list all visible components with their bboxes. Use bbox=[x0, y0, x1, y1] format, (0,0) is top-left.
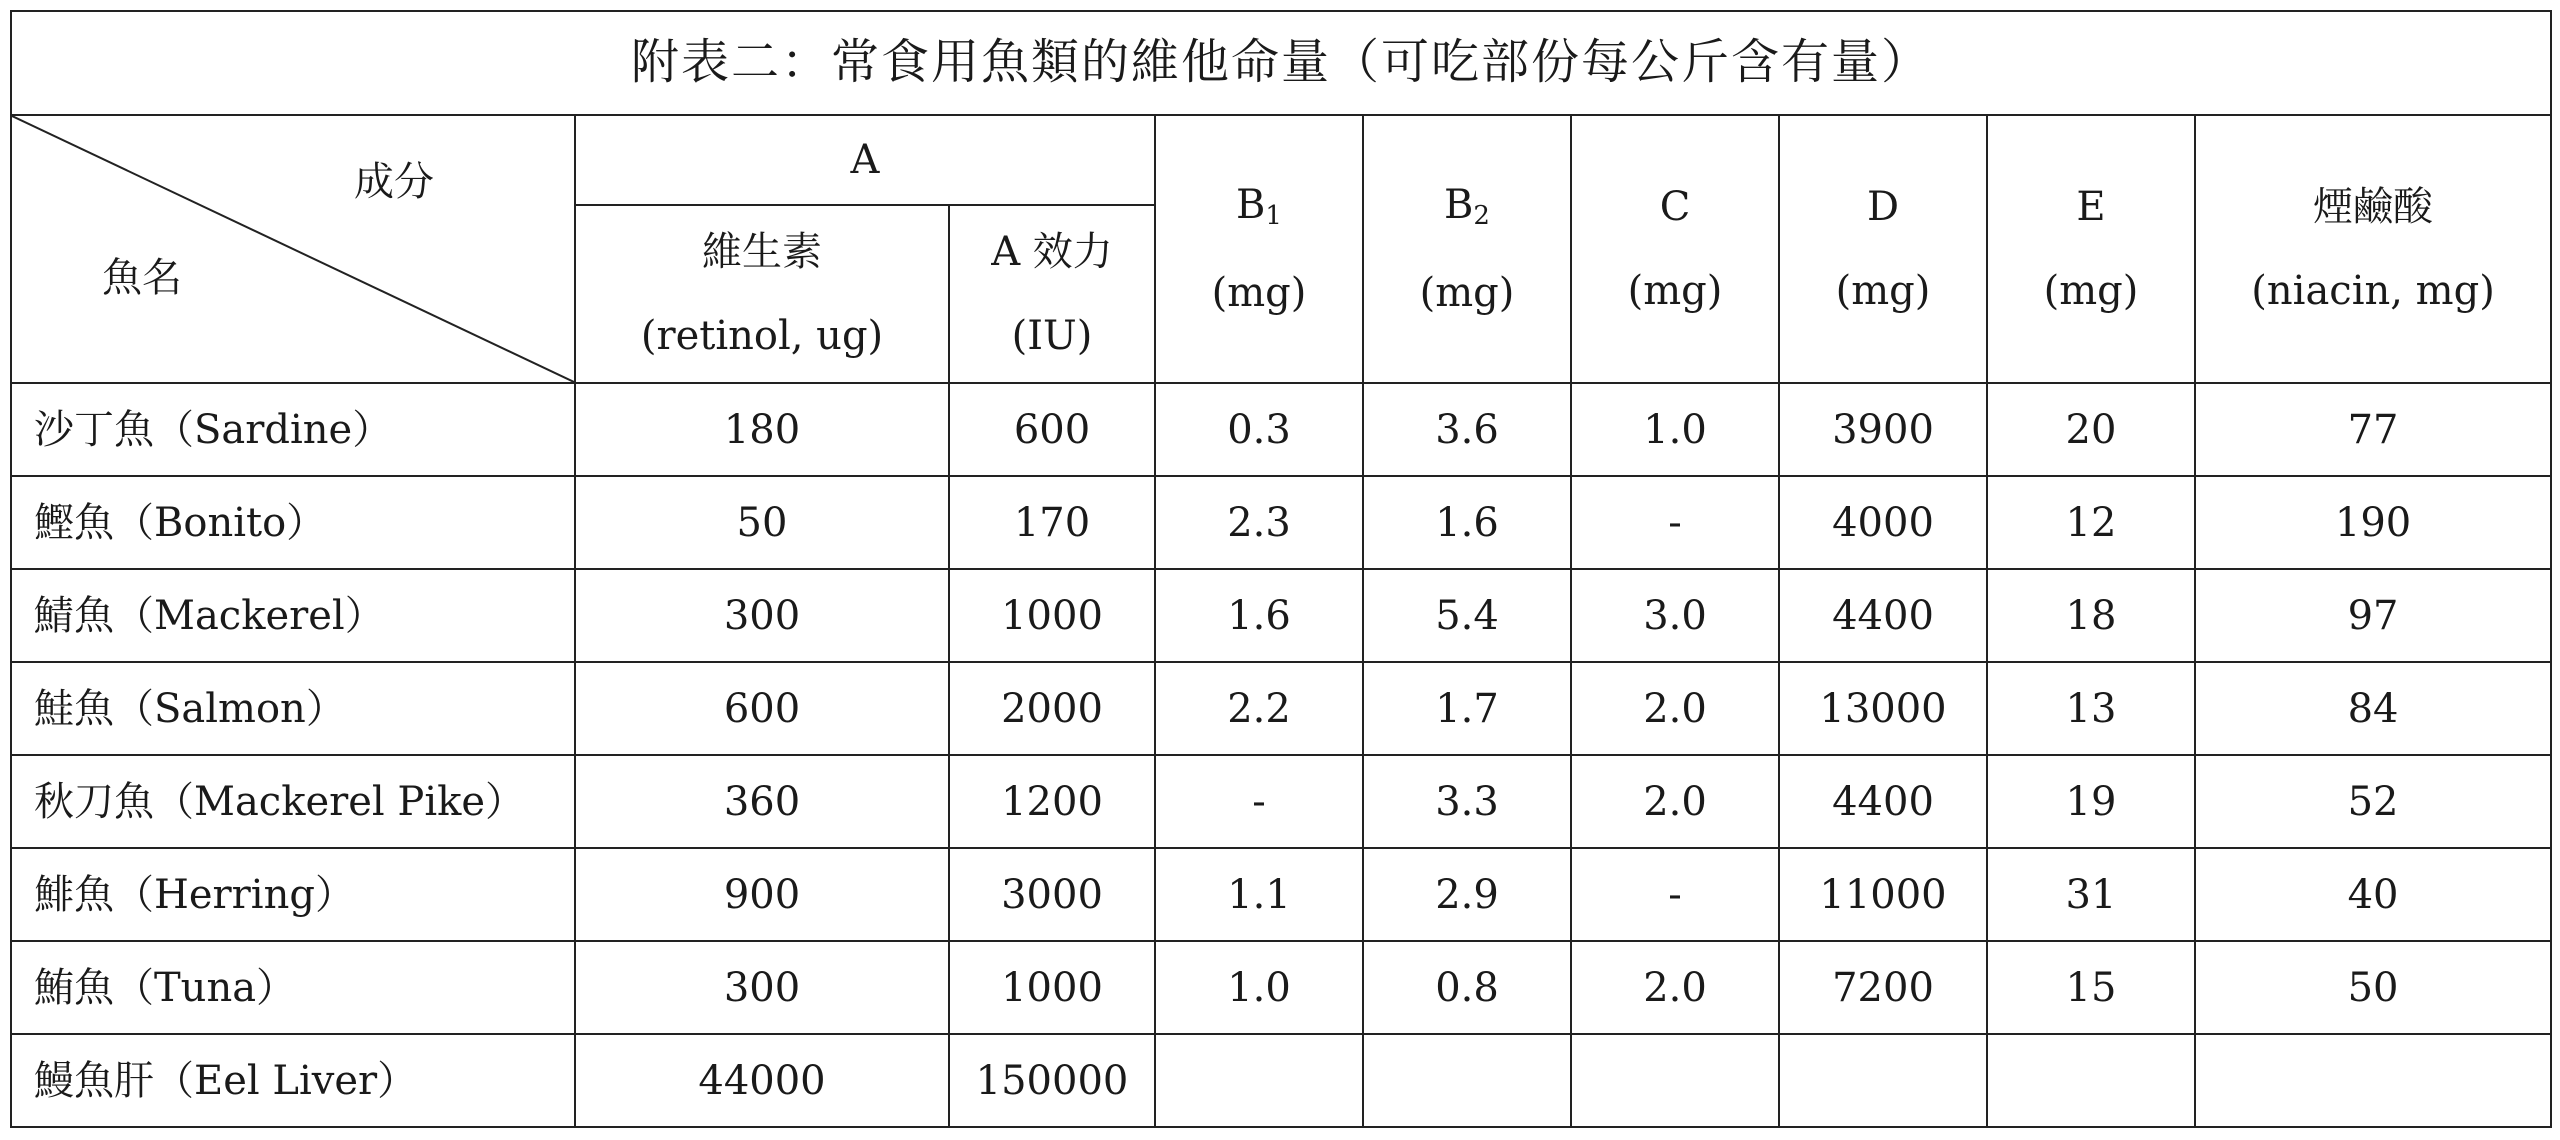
a-iu-header bbox=[949, 205, 1155, 383]
e-cell: 18 bbox=[1987, 569, 2195, 662]
diagonal-divider bbox=[12, 116, 574, 382]
niacin-cell: 97 bbox=[2195, 569, 2551, 662]
b1-subscript: 1 bbox=[1265, 201, 1282, 232]
b1-cell: 2.3 bbox=[1155, 476, 1363, 569]
c-header bbox=[1571, 115, 1779, 383]
retinol-cell: 44000 bbox=[575, 1034, 949, 1127]
retinol-cell: 180 bbox=[575, 383, 949, 476]
a-iu-cell: 600 bbox=[949, 383, 1155, 476]
b1-letter: B bbox=[1236, 182, 1266, 229]
table-row bbox=[11, 755, 2551, 848]
e-cell: 20 bbox=[1987, 383, 2195, 476]
d-cell: 4400 bbox=[1779, 755, 1987, 848]
fish-name-cell: 秋刀魚（Mackerel Pike） bbox=[11, 755, 575, 848]
retinol-cell: 900 bbox=[575, 848, 949, 941]
table-body bbox=[11, 383, 2551, 1127]
retinol-cell: 50 bbox=[575, 476, 949, 569]
retinol-cell: 300 bbox=[575, 941, 949, 1034]
a-iu-cell: 170 bbox=[949, 476, 1155, 569]
e-cell: 15 bbox=[1987, 941, 2195, 1034]
c-cell: 2.0 bbox=[1571, 662, 1779, 755]
c-cell bbox=[1571, 1034, 1779, 1127]
fish-name-cell: 鯡魚（Herring） bbox=[11, 848, 575, 941]
fish-name-cell: 鰻魚肝（Eel Liver） bbox=[11, 1034, 575, 1127]
component-label: 成分 bbox=[354, 159, 434, 205]
niacin-cell: 77 bbox=[2195, 383, 2551, 476]
e-name: E bbox=[2076, 184, 2106, 230]
table-row bbox=[11, 476, 2551, 569]
e-cell: 13 bbox=[1987, 662, 2195, 755]
b2-cell: 5.4 bbox=[1363, 569, 1571, 662]
niacin-cell bbox=[2195, 1034, 2551, 1127]
e-cell bbox=[1987, 1034, 2195, 1127]
b2-cell: 3.6 bbox=[1363, 383, 1571, 476]
b2-cell bbox=[1363, 1034, 1571, 1127]
c-name: C bbox=[1659, 184, 1691, 230]
b1-cell: 1.6 bbox=[1155, 569, 1363, 662]
retinol-name: 維生素 bbox=[702, 229, 822, 275]
fish-name-cell: 鯖魚（Mackerel） bbox=[11, 569, 575, 662]
b2-cell: 2.9 bbox=[1363, 848, 1571, 941]
c-cell: 3.0 bbox=[1571, 569, 1779, 662]
e-cell: 19 bbox=[1987, 755, 2195, 848]
fish-name-cell: 鮭魚（Salmon） bbox=[11, 662, 575, 755]
fish-name-label: 魚名 bbox=[102, 255, 182, 301]
niacin-cell: 50 bbox=[2195, 941, 2551, 1034]
b1-cell: 2.2 bbox=[1155, 662, 1363, 755]
e-cell: 31 bbox=[1987, 848, 2195, 941]
d-cell: 4000 bbox=[1779, 476, 1987, 569]
e-unit: (mg) bbox=[2043, 268, 2139, 314]
table-row bbox=[11, 383, 2551, 476]
vitamin-a-group-header: A bbox=[575, 115, 1155, 205]
d-cell bbox=[1779, 1034, 1987, 1127]
d-cell: 3900 bbox=[1779, 383, 1987, 476]
table-row bbox=[11, 848, 2551, 941]
niacin-name: 煙鹼酸 bbox=[2313, 184, 2434, 230]
niacin-unit: (niacin, mg) bbox=[2251, 268, 2495, 314]
table-row bbox=[11, 1034, 2551, 1127]
a-iu-cell: 1000 bbox=[949, 941, 1155, 1034]
niacin-cell: 84 bbox=[2195, 662, 2551, 755]
table-row bbox=[11, 569, 2551, 662]
b1-cell: 1.0 bbox=[1155, 941, 1363, 1034]
b2-cell: 1.7 bbox=[1363, 662, 1571, 755]
d-cell: 7200 bbox=[1779, 941, 1987, 1034]
b2-cell: 3.3 bbox=[1363, 755, 1571, 848]
c-unit: (mg) bbox=[1627, 268, 1723, 314]
b1-cell bbox=[1155, 1034, 1363, 1127]
d-header bbox=[1779, 115, 1987, 383]
c-cell: - bbox=[1571, 476, 1779, 569]
b2-subscript: 2 bbox=[1473, 201, 1490, 232]
e-header bbox=[1987, 115, 2195, 383]
b2-header bbox=[1363, 115, 1571, 383]
b1-cell: 1.1 bbox=[1155, 848, 1363, 941]
fish-name-cell: 沙丁魚（Sardine） bbox=[11, 383, 575, 476]
vitamin-table-document bbox=[10, 10, 2550, 1128]
fish-name-cell: 鮪魚（Tuna） bbox=[11, 941, 575, 1034]
a-iu-cell: 1000 bbox=[949, 569, 1155, 662]
b2-letter: B bbox=[1444, 182, 1474, 229]
retinol-cell: 600 bbox=[575, 662, 949, 755]
vitamin-table bbox=[10, 10, 2552, 1128]
a-iu-cell: 2000 bbox=[949, 662, 1155, 755]
c-cell: - bbox=[1571, 848, 1779, 941]
b2-unit: (mg) bbox=[1419, 269, 1515, 316]
d-unit: (mg) bbox=[1835, 268, 1931, 314]
b2-cell: 0.8 bbox=[1363, 941, 1571, 1034]
d-name: D bbox=[1866, 184, 1900, 230]
table-title: 附表二：常食用魚類的維他命量（可吃部份每公斤含有量） bbox=[11, 11, 2551, 115]
niacin-header bbox=[2195, 115, 2551, 383]
b1-cell: - bbox=[1155, 755, 1363, 848]
d-cell: 4400 bbox=[1779, 569, 1987, 662]
a-iu-name: A 效力 bbox=[991, 229, 1113, 275]
table-row bbox=[11, 941, 2551, 1034]
retinol-cell: 360 bbox=[575, 755, 949, 848]
b1-cell: 0.3 bbox=[1155, 383, 1363, 476]
niacin-cell: 40 bbox=[2195, 848, 2551, 941]
d-cell: 13000 bbox=[1779, 662, 1987, 755]
b1-unit: (mg) bbox=[1211, 269, 1307, 316]
c-cell: 1.0 bbox=[1571, 383, 1779, 476]
a-iu-cell: 3000 bbox=[949, 848, 1155, 941]
e-cell: 12 bbox=[1987, 476, 2195, 569]
d-cell: 11000 bbox=[1779, 848, 1987, 941]
table-row bbox=[11, 662, 2551, 755]
a-iu-cell: 150000 bbox=[949, 1034, 1155, 1127]
niacin-cell: 190 bbox=[2195, 476, 2551, 569]
retinol-header bbox=[575, 205, 949, 383]
fish-name-cell: 鰹魚（Bonito） bbox=[11, 476, 575, 569]
a-iu-unit: (IU) bbox=[1011, 313, 1093, 359]
retinol-cell: 300 bbox=[575, 569, 949, 662]
a-iu-cell: 1200 bbox=[949, 755, 1155, 848]
retinol-unit: (retinol, ug) bbox=[640, 313, 884, 359]
corner-header-cell bbox=[11, 115, 575, 383]
c-cell: 2.0 bbox=[1571, 941, 1779, 1034]
c-cell: 2.0 bbox=[1571, 755, 1779, 848]
b1-header bbox=[1155, 115, 1363, 383]
niacin-cell: 52 bbox=[2195, 755, 2551, 848]
b2-cell: 1.6 bbox=[1363, 476, 1571, 569]
